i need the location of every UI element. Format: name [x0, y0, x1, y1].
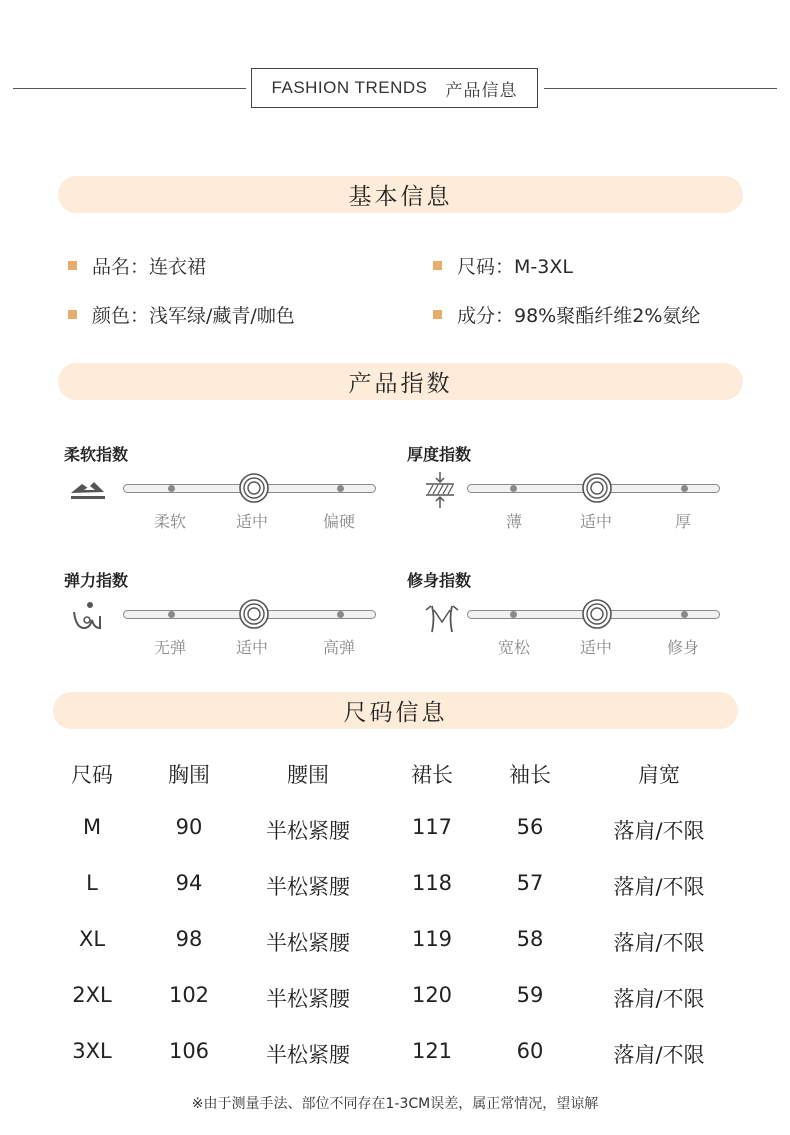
thickness-label-1: 薄: [505, 512, 522, 531]
elasticity-tick-1: [168, 611, 175, 618]
bullet-icon: [433, 310, 442, 319]
size-table-cell: 2XL: [72, 983, 112, 1007]
measurement-note: ※由于测量手法、部位不同存在1-3CM误差，属正常情况，望谅解: [191, 1096, 599, 1112]
softness-label-2: 适中: [235, 512, 268, 531]
size-table-cell: 106: [168, 1039, 210, 1063]
size-table-cell: 121: [411, 1039, 453, 1063]
fit-tick-3: [681, 611, 688, 618]
size-table-cell: M: [82, 815, 102, 839]
thickness-tick-1: [510, 485, 517, 492]
size-table-cell: 半松紧腰: [266, 819, 350, 843]
fit-icon: [422, 598, 462, 638]
elasticity-tick-3: [337, 611, 344, 618]
size-table-cell: 56: [516, 815, 544, 839]
elasticity-index-title: 弹力指数: [64, 571, 129, 590]
size-table-header: 肩宽: [638, 763, 680, 787]
softness-label-3: 偏硬: [322, 512, 355, 531]
size-table-cell: 57: [516, 871, 544, 895]
size-table-cell: 94: [175, 871, 203, 895]
thickness-label-2: 适中: [579, 512, 612, 531]
thickness-label-3: 厚: [674, 512, 691, 531]
size-table-cell: 119: [411, 927, 453, 951]
info-product-name-text: 品名：连衣裙: [92, 256, 207, 278]
size-table-cell: 118: [411, 871, 453, 895]
section-product-index: [58, 363, 743, 400]
fit-index-title: 修身指数: [407, 571, 472, 590]
header-rule-right: [544, 88, 777, 89]
size-table-cell: 半松紧腰: [266, 875, 350, 899]
size-table-header: 袖长: [509, 763, 551, 787]
softness-index-title: 柔软指数: [64, 445, 129, 464]
thickness-tick-3: [681, 485, 688, 492]
section-basic-info-title: 基本信息: [348, 184, 453, 210]
section-basic-info: [58, 176, 743, 213]
softness-knob: [238, 472, 270, 504]
elasticity-knob: [238, 598, 270, 630]
size-table-cell: 半松紧腰: [266, 987, 350, 1011]
size-table-cell: 117: [411, 815, 453, 839]
info-size-range-text: 尺码：M-3XL: [457, 256, 573, 278]
size-table-header: 腰围: [287, 763, 329, 787]
section-product-index-title: 产品指数: [348, 371, 453, 397]
size-table-cell: 120: [411, 983, 453, 1007]
size-table-cell: 60: [516, 1039, 544, 1063]
header-english-title: FASHION TRENDS: [271, 78, 428, 97]
fit-label-1: 宽松: [497, 638, 530, 657]
size-table-cell: 落肩/不限: [613, 987, 705, 1011]
size-table-header: 裙长: [411, 763, 453, 787]
fit-label-3: 修身: [666, 638, 699, 657]
elasticity-icon: [68, 598, 108, 638]
softness-tick-3: [337, 485, 344, 492]
size-table-header: 胸围: [168, 763, 210, 787]
size-table-header: 尺码: [71, 763, 113, 787]
size-table-cell: 102: [168, 983, 210, 1007]
softness-icon: [68, 470, 108, 510]
info-color: [68, 301, 295, 328]
thickness-knob: [581, 472, 613, 504]
header-title-box: [251, 68, 538, 108]
header-rule-left: [13, 88, 246, 89]
thickness-icon: [420, 470, 460, 510]
fit-knob: [581, 598, 613, 630]
size-table-cell: 3XL: [72, 1039, 112, 1063]
bullet-icon: [68, 310, 77, 319]
thickness-index-title: 厚度指数: [407, 445, 472, 464]
size-table-cell: 58: [516, 927, 544, 951]
size-table-cell: 落肩/不限: [613, 931, 705, 955]
elasticity-label-1: 无弹: [153, 638, 186, 657]
size-table-cell: 半松紧腰: [266, 931, 350, 955]
size-table-cell: 59: [516, 983, 544, 1007]
section-size-info: [53, 692, 738, 729]
bullet-icon: [433, 261, 442, 270]
softness-tick-1: [168, 485, 175, 492]
bullet-icon: [68, 261, 77, 270]
info-product-name: [68, 252, 206, 279]
fit-label-2: 适中: [579, 638, 612, 657]
info-material: [433, 301, 700, 328]
size-table-cell: 落肩/不限: [613, 1043, 705, 1067]
header-chinese-title: 产品信息: [445, 80, 518, 101]
size-table-cell: L: [86, 871, 98, 895]
size-table-cell: XL: [78, 927, 106, 951]
size-table-cell: 落肩/不限: [613, 875, 705, 899]
size-table-cell: 落肩/不限: [613, 819, 705, 843]
elasticity-label-2: 适中: [235, 638, 268, 657]
size-table-cell: 98: [175, 927, 203, 951]
size-table-cell: 90: [175, 815, 203, 839]
fit-tick-1: [510, 611, 517, 618]
elasticity-label-3: 高弹: [322, 638, 355, 657]
info-size-range: [433, 252, 573, 279]
info-color-text: 颜色：浅军绿/藏青/咖色: [92, 305, 295, 327]
size-table-cell: 半松紧腰: [266, 1043, 350, 1067]
info-material-text: 成分：98%聚酯纤维2%氨纶: [457, 305, 701, 327]
section-size-info-title: 尺码信息: [343, 700, 448, 726]
softness-label-1: 柔软: [153, 512, 186, 531]
